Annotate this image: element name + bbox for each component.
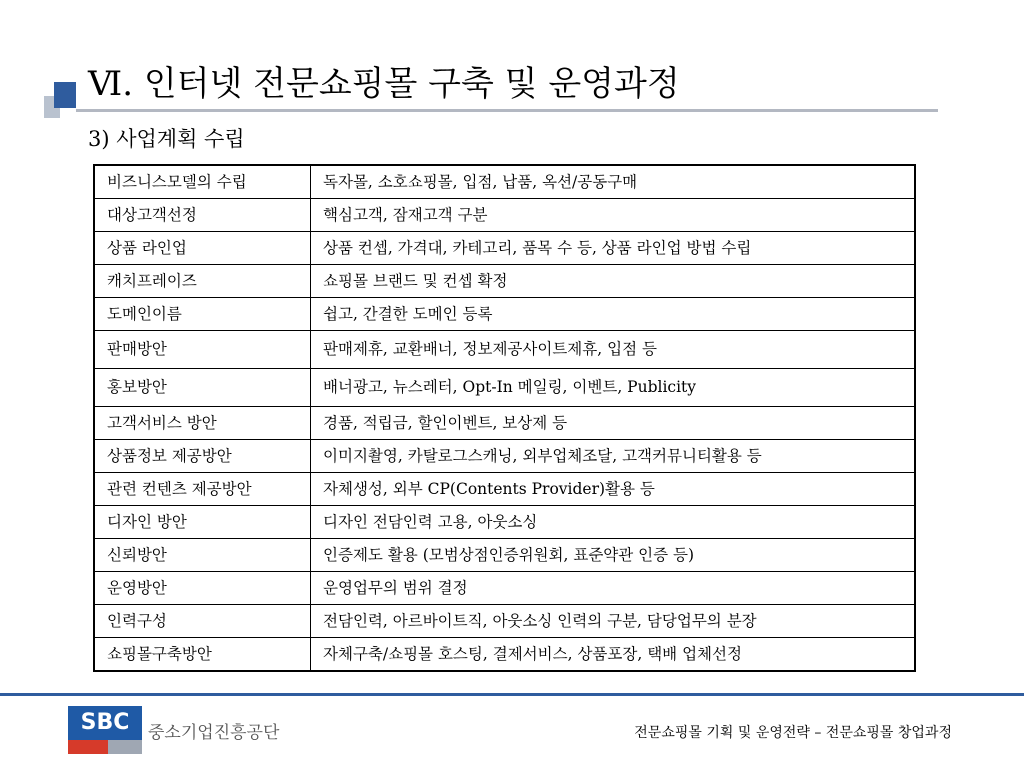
business-plan-table — [93, 164, 916, 672]
logo-gray-block — [108, 740, 142, 754]
row-value: 배너광고, 뉴스레터, Opt-In 메일링, 이벤트, Publicity — [311, 369, 916, 407]
row-label: 상품 라인업 — [94, 232, 311, 265]
table-row — [94, 539, 915, 572]
table-row — [94, 331, 915, 369]
table-row — [94, 506, 915, 539]
row-label: 신뢰방안 — [94, 539, 311, 572]
row-label: 도메인이름 — [94, 298, 311, 331]
logo-text: SBC — [80, 710, 130, 735]
row-value: 자체생성, 외부 CP(Contents Provider)활용 등 — [311, 473, 916, 506]
row-label: 캐치프레이즈 — [94, 265, 311, 298]
table-row — [94, 265, 915, 298]
title-underline — [76, 109, 938, 112]
table-row — [94, 232, 915, 265]
footer-divider — [0, 693, 1024, 696]
title-square-blue — [54, 82, 76, 108]
row-value: 자체구축/쇼핑몰 호스팅, 결제서비스, 상품포장, 택배 업체선정 — [311, 638, 916, 672]
row-label: 디자인 방안 — [94, 506, 311, 539]
title-decoration — [44, 82, 76, 120]
table-row — [94, 572, 915, 605]
row-value: 경품, 적립금, 할인이벤트, 보상제 등 — [311, 407, 916, 440]
row-label: 비즈니스모델의 수립 — [94, 165, 311, 199]
row-label: 인력구성 — [94, 605, 311, 638]
slide-title: Ⅵ. 인터넷 전문쇼핑몰 구축 및 운영과정 — [88, 64, 680, 104]
row-label: 운영방안 — [94, 572, 311, 605]
course-title: 전문쇼핑몰 기획 및 운영전략 – 전문쇼핑몰 창업과정 — [634, 725, 952, 741]
table-row — [94, 369, 915, 407]
table-row — [94, 298, 915, 331]
row-value: 디자인 전담인력 고용, 아웃소싱 — [311, 506, 916, 539]
table-row — [94, 473, 915, 506]
row-label: 대상고객선정 — [94, 199, 311, 232]
table-row — [94, 165, 915, 199]
row-label: 판매방안 — [94, 331, 311, 369]
row-value: 상품 컨셉, 가격대, 카테고리, 품목 수 등, 상품 라인업 방법 수립 — [311, 232, 916, 265]
row-label: 쇼핑몰구축방안 — [94, 638, 311, 672]
logo-red-block — [68, 740, 108, 754]
row-value: 핵심고객, 잠재고객 구분 — [311, 199, 916, 232]
row-value: 이미지촬영, 카탈로그스캐닝, 외부업체조달, 고객커뮤니티활용 등 — [311, 440, 916, 473]
row-label: 상품정보 제공방안 — [94, 440, 311, 473]
row-value: 쇼핑몰 브랜드 및 컨셉 확정 — [311, 265, 916, 298]
organization-name: 중소기업진흥공단 — [148, 723, 280, 743]
row-label: 관련 컨텐츠 제공방안 — [94, 473, 311, 506]
table-row — [94, 440, 915, 473]
row-value: 전담인력, 아르바이트직, 아웃소싱 인력의 구분, 담당업무의 분장 — [311, 605, 916, 638]
row-value: 인증제도 활용 (모범상점인증위원회, 표준약관 인증 등) — [311, 539, 916, 572]
table-row — [94, 199, 915, 232]
table-row — [94, 605, 915, 638]
slide-subtitle: 3) 사업계획 수립 — [88, 127, 245, 151]
row-value: 쉽고, 간결한 도메인 등록 — [311, 298, 916, 331]
row-value: 독자몰, 소호쇼핑몰, 입점, 납품, 옥션/공동구매 — [311, 165, 916, 199]
row-label: 고객서비스 방안 — [94, 407, 311, 440]
sbc-logo — [68, 706, 142, 754]
row-label: 홍보방안 — [94, 369, 311, 407]
table-row — [94, 407, 915, 440]
row-value: 운영업무의 범위 결정 — [311, 572, 916, 605]
table-row — [94, 638, 915, 672]
row-value: 판매제휴, 교환배너, 정보제공사이트제휴, 입점 등 — [311, 331, 916, 369]
